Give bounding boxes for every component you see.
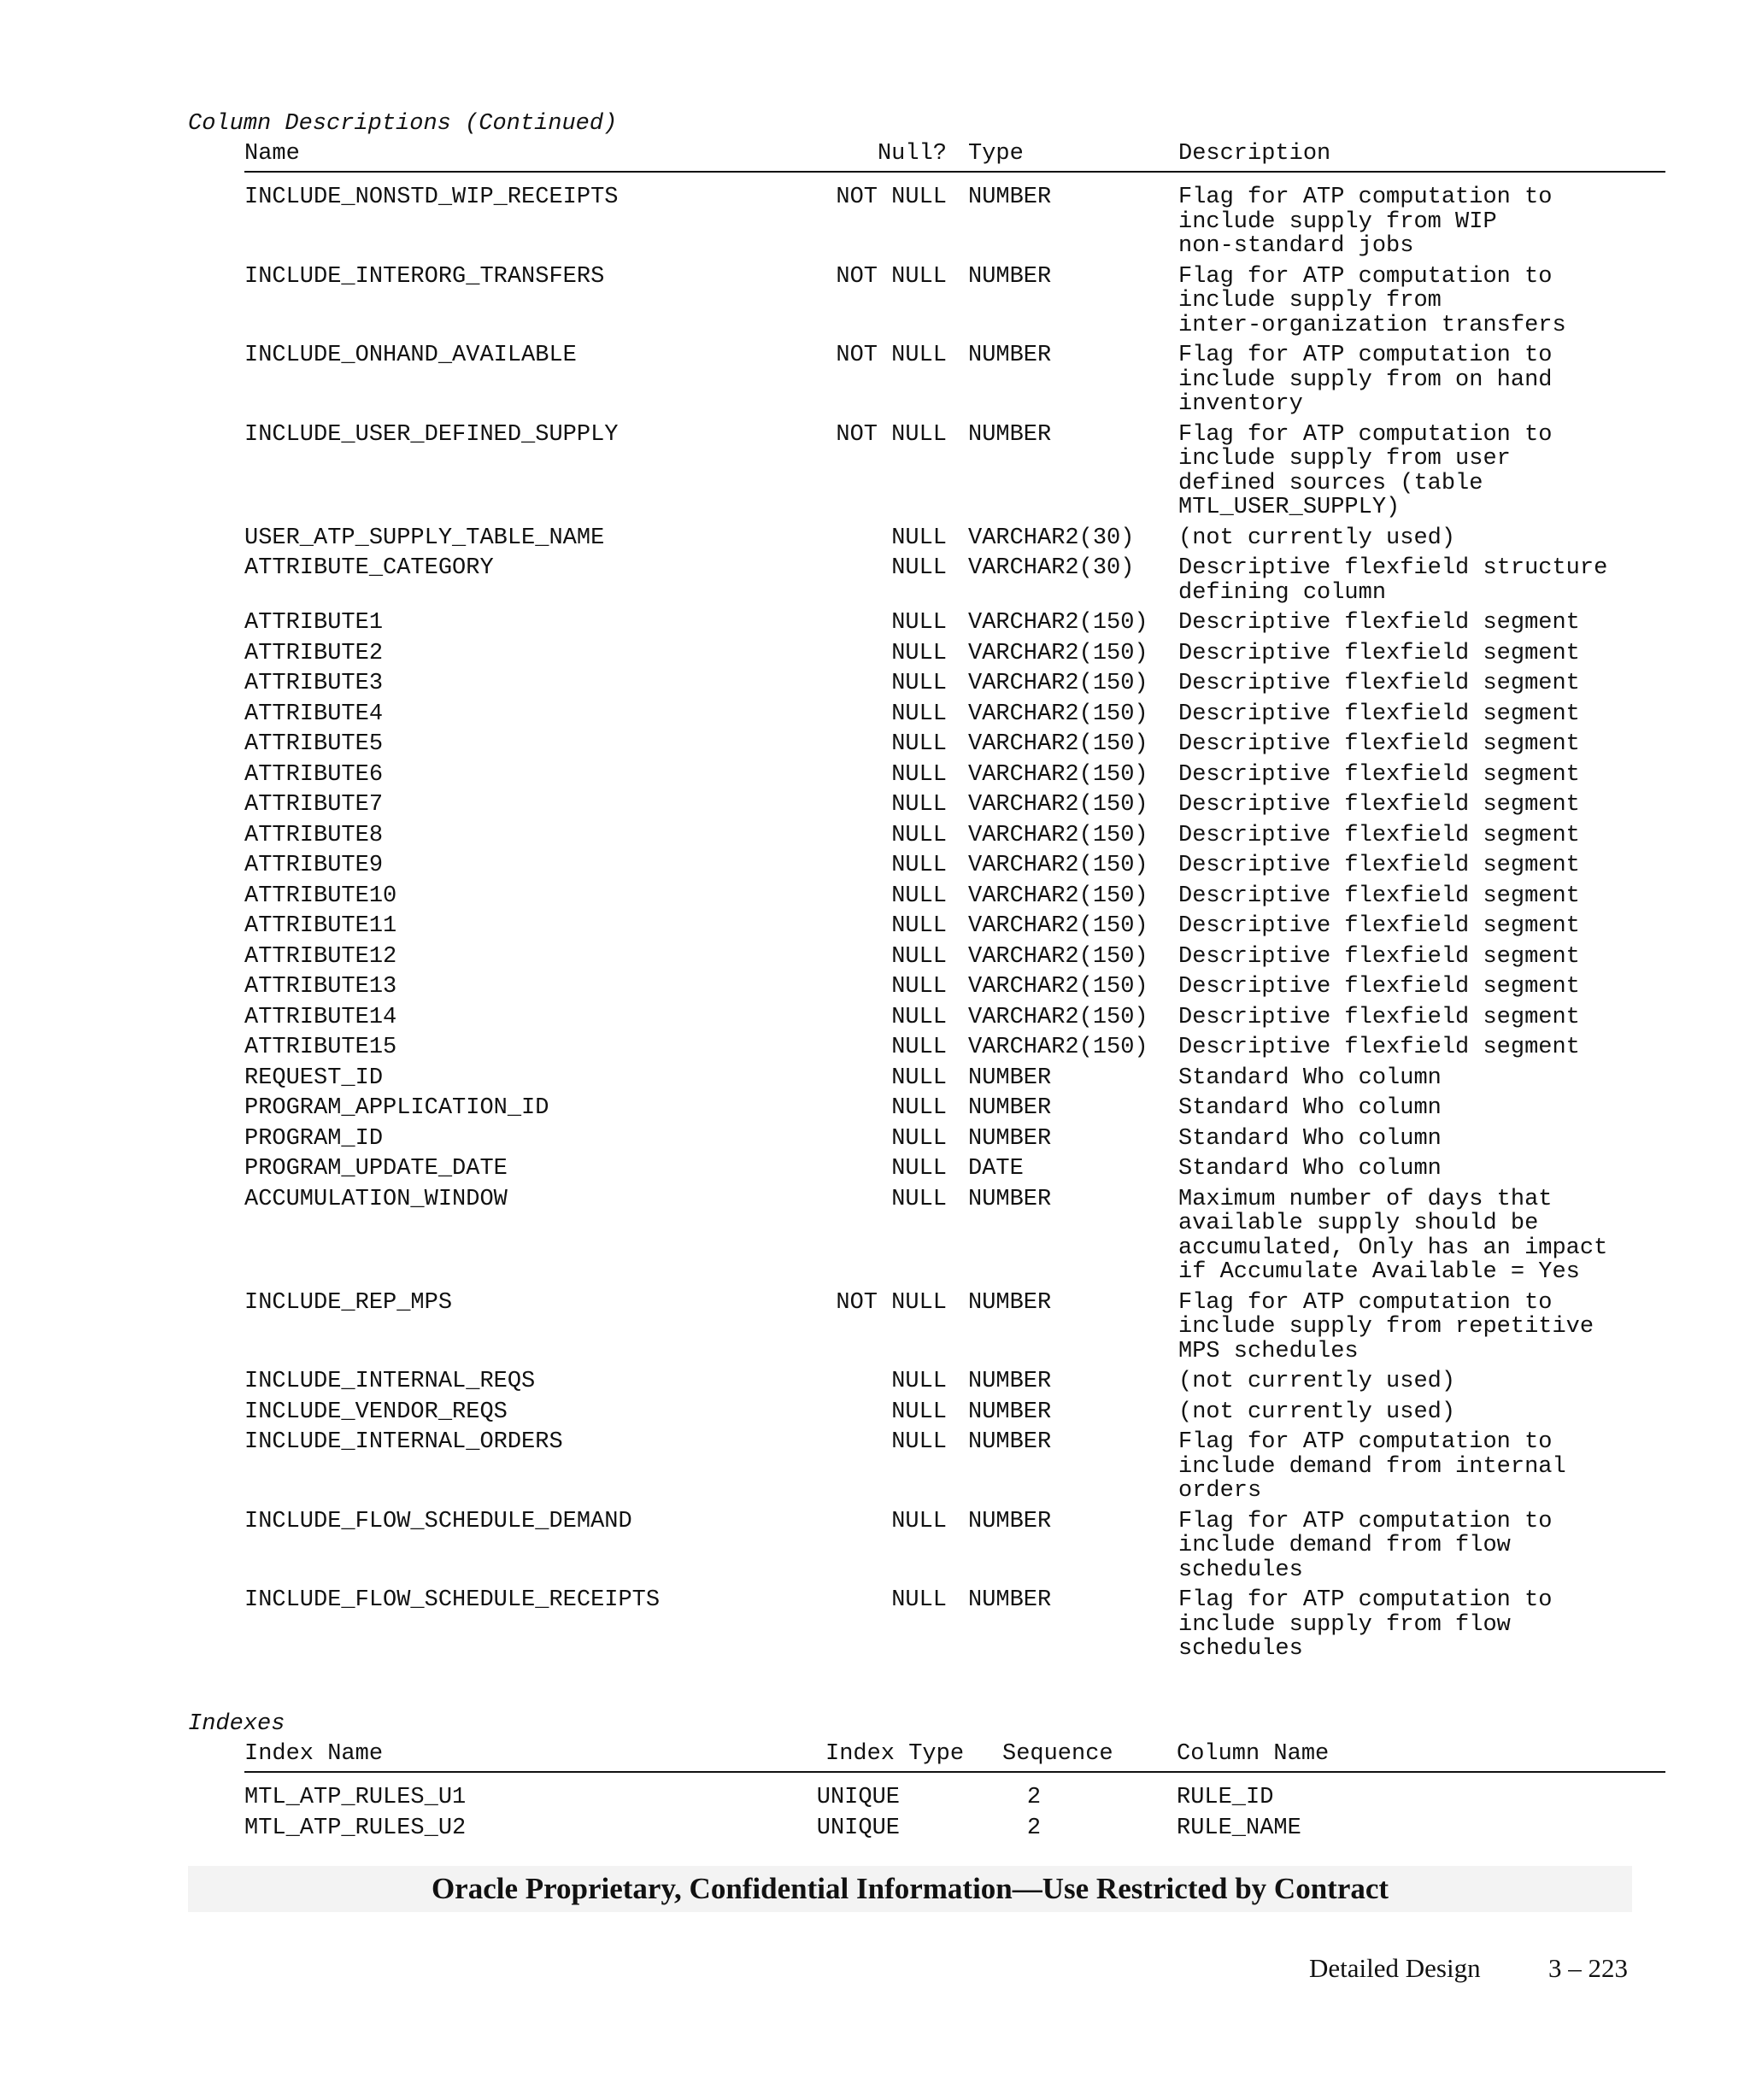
table-row <box>244 1127 1665 1152</box>
table-row <box>244 526 1665 551</box>
column-type: NUMBER <box>968 263 1052 290</box>
column-nullable: NULL <box>891 731 947 757</box>
column-description: Flag for ATP computation to include supply from WIP non-standard jobs <box>1178 185 1553 259</box>
column-type: NUMBER <box>968 1289 1052 1316</box>
column-description: Standard Who column <box>1178 1095 1442 1121</box>
table-row <box>244 1588 1665 1662</box>
column-description: Descriptive flexfield segment <box>1178 792 1580 818</box>
column-name: ATTRIBUTE15 <box>244 1035 397 1060</box>
column-type: NUMBER <box>968 1508 1052 1534</box>
column-description: Descriptive flexfield segment <box>1178 974 1580 1000</box>
column-name: INCLUDE_FLOW_SCHEDULE_RECEIPTS <box>244 1587 661 1613</box>
table-row <box>244 1400 1665 1425</box>
table-row <box>244 1096 1665 1121</box>
column-nullable: NULL <box>891 822 947 848</box>
column-name: ATTRIBUTE14 <box>244 1004 397 1030</box>
column-type: VARCHAR2(150) <box>968 792 1148 818</box>
column-nullable: NOT NULL <box>836 343 947 368</box>
column-type: NUMBER <box>968 1125 1052 1152</box>
column-name: INCLUDE_INTERNAL_REQS <box>244 1369 536 1394</box>
index-row <box>244 1786 1665 1810</box>
column-name: ATTRIBUTE5 <box>244 731 384 757</box>
table-row <box>244 945 1665 970</box>
column-nullable: NULL <box>891 1369 947 1394</box>
column-nullable: NULL <box>891 640 947 666</box>
column-name: ATTRIBUTE10 <box>244 883 397 909</box>
table-row <box>244 1006 1665 1030</box>
column-nullable: NULL <box>891 610 947 636</box>
column-description: Maximum number of days that available supply should be accumulated, Only has an impact if Accumulate Available = Yes <box>1178 1186 1608 1285</box>
column-name: ATTRIBUTE11 <box>244 913 397 939</box>
column-type: NUMBER <box>968 421 1052 448</box>
column-name: INCLUDE_INTERORG_TRANSFERS <box>244 263 605 290</box>
column-name: ATTRIBUTE13 <box>244 974 397 1000</box>
column-nullable: NOT NULL <box>836 1289 947 1316</box>
index-rows <box>244 1773 1665 1840</box>
table-row <box>244 1035 1665 1060</box>
column-description: Flag for ATP computation to include supply from on hand inventory <box>1178 343 1553 417</box>
column-nullable: NULL <box>891 913 947 939</box>
column-nullable: NULL <box>891 1399 947 1425</box>
column-nullable: NULL <box>891 525 947 551</box>
column-nullable: NULL <box>891 1186 947 1212</box>
column-type: VARCHAR2(150) <box>968 913 1148 939</box>
column-description: Descriptive flexfield segment <box>1178 913 1580 939</box>
column-description: Flag for ATP computation to include supply from user defined sources (table MTL_USER_SUPPLY) <box>1178 421 1553 520</box>
column-name: ATTRIBUTE4 <box>244 701 384 727</box>
column-description: Descriptive flexfield segment <box>1178 853 1580 878</box>
column-description: Flag for ATP computation to include demand from flow schedules <box>1178 1508 1553 1583</box>
confidentiality-banner <box>188 1866 1632 1912</box>
header-index-name: Index Name <box>244 1741 384 1767</box>
index-name: MTL_ATP_RULES_U2 <box>244 1815 467 1841</box>
index-column-name: RULE_NAME <box>1177 1815 1301 1841</box>
column-name: INCLUDE_FLOW_SCHEDULE_DEMAND <box>244 1508 632 1534</box>
column-nullable: NULL <box>891 974 947 1000</box>
table-row <box>244 1510 1665 1583</box>
column-type: VARCHAR2(150) <box>968 731 1148 757</box>
index-sequence: 2 <box>1026 1785 1042 1810</box>
column-description: Descriptive flexfield segment <box>1178 671 1580 696</box>
column-nullable: NULL <box>891 883 947 909</box>
column-name: INCLUDE_REP_MPS <box>244 1289 453 1316</box>
column-nullable: NULL <box>891 1125 947 1152</box>
column-description: Descriptive flexfield segment <box>1178 883 1580 909</box>
column-description: Flag for ATP computation to include supply from flow schedules <box>1178 1587 1553 1662</box>
table-row <box>244 793 1665 818</box>
column-nullable: NULL <box>891 1429 947 1455</box>
column-name: ATTRIBUTE3 <box>244 671 384 696</box>
column-type: NUMBER <box>968 1095 1052 1121</box>
column-name: ATTRIBUTE2 <box>244 640 384 666</box>
index-type: UNIQUE <box>816 1785 900 1810</box>
column-description: (not currently used) <box>1178 1369 1456 1394</box>
column-nullable: NOT NULL <box>836 185 947 210</box>
column-description: (not currently used) <box>1178 525 1456 551</box>
column-type: VARCHAR2(150) <box>968 610 1148 636</box>
column-description: Descriptive flexfield segment <box>1178 943 1580 970</box>
column-type: NUMBER <box>968 1429 1052 1455</box>
column-type: NUMBER <box>968 185 1052 210</box>
column-name: PROGRAM_ID <box>244 1125 384 1152</box>
column-nullable: NULL <box>891 701 947 727</box>
column-type: VARCHAR2(150) <box>968 883 1148 909</box>
column-description: Flag for ATP computation to include supply from repetitive MPS schedules <box>1178 1289 1594 1364</box>
column-name: INCLUDE_USER_DEFINED_SUPPLY <box>244 421 619 448</box>
indexes-caption: Indexes <box>188 1711 285 1737</box>
column-descriptions-table <box>244 142 1665 1662</box>
header-name: Name <box>244 141 300 167</box>
column-nullable: NULL <box>891 853 947 878</box>
table-row <box>244 1066 1665 1091</box>
column-type: NUMBER <box>968 1186 1052 1212</box>
column-description: Standard Who column <box>1178 1125 1442 1152</box>
column-type: VARCHAR2(150) <box>968 640 1148 666</box>
column-type: NUMBER <box>968 1369 1052 1394</box>
header-description: Description <box>1178 141 1331 167</box>
index-column-name: RULE_ID <box>1177 1785 1274 1810</box>
table-row <box>244 702 1665 727</box>
table-row <box>244 824 1665 848</box>
table-row <box>244 1157 1665 1182</box>
table-row <box>244 343 1665 417</box>
header-index-type: Index Type <box>825 1741 965 1767</box>
column-nullable: NULL <box>891 761 947 788</box>
column-nullable: NULL <box>891 1095 947 1121</box>
column-nullable: NULL <box>891 1508 947 1534</box>
table-row <box>244 975 1665 1000</box>
table-row <box>244 423 1665 520</box>
column-nullable: NULL <box>891 1587 947 1613</box>
column-nullable: NOT NULL <box>836 263 947 290</box>
column-name: ATTRIBUTE12 <box>244 943 397 970</box>
table-row <box>244 1430 1665 1504</box>
column-name: ATTRIBUTE7 <box>244 792 384 818</box>
column-type: NUMBER <box>968 343 1052 368</box>
table-row <box>244 556 1665 605</box>
column-name: PROGRAM_APPLICATION_ID <box>244 1095 549 1121</box>
index-table-header <box>244 1742 1665 1773</box>
table-row <box>244 853 1665 878</box>
table-row <box>244 1188 1665 1285</box>
table-row <box>244 672 1665 696</box>
footer-page-number: 3 – 223 <box>1548 1953 1628 1983</box>
column-rows <box>244 173 1665 1662</box>
column-type: VARCHAR2(150) <box>968 761 1148 788</box>
column-type: DATE <box>968 1156 1024 1182</box>
column-type: VARCHAR2(150) <box>968 671 1148 696</box>
column-type: NUMBER <box>968 1065 1052 1091</box>
column-name: USER_ATP_SUPPLY_TABLE_NAME <box>244 525 605 551</box>
column-description: Descriptive flexfield segment <box>1178 822 1580 848</box>
column-type: VARCHAR2(150) <box>968 853 1148 878</box>
table-row <box>244 914 1665 939</box>
column-name: INCLUDE_INTERNAL_ORDERS <box>244 1429 563 1455</box>
header-null: Null? <box>877 141 947 167</box>
column-name: ATTRIBUTE6 <box>244 761 384 788</box>
footer-section-title: Detailed Design <box>1309 1953 1481 1983</box>
header-column-name: Column Name <box>1177 1741 1330 1767</box>
column-description: Descriptive flexfield segment <box>1178 701 1580 727</box>
column-nullable: NULL <box>891 555 947 581</box>
indexes-table <box>244 1742 1665 1840</box>
column-description: Descriptive flexfield structure defining column <box>1178 555 1608 606</box>
column-description: Descriptive flexfield segment <box>1178 1035 1580 1060</box>
column-nullable: NULL <box>891 1156 947 1182</box>
column-description: Descriptive flexfield segment <box>1178 731 1580 757</box>
column-type: VARCHAR2(150) <box>968 822 1148 848</box>
column-description: Flag for ATP computation to include demand from internal orders <box>1178 1429 1566 1504</box>
column-name: PROGRAM_UPDATE_DATE <box>244 1156 508 1182</box>
column-description: Descriptive flexfield segment <box>1178 610 1580 636</box>
column-type: VARCHAR2(30) <box>968 555 1135 581</box>
table-row <box>244 265 1665 338</box>
header-type: Type <box>968 141 1024 167</box>
column-type: VARCHAR2(150) <box>968 974 1148 1000</box>
column-description: (not currently used) <box>1178 1399 1456 1425</box>
index-name: MTL_ATP_RULES_U1 <box>244 1785 467 1810</box>
index-sequence: 2 <box>1026 1815 1042 1841</box>
table-row <box>244 642 1665 666</box>
column-name: INCLUDE_ONHAND_AVAILABLE <box>244 343 577 368</box>
column-name: ATTRIBUTE8 <box>244 822 384 848</box>
column-type: VARCHAR2(150) <box>968 701 1148 727</box>
column-nullable: NULL <box>891 1035 947 1060</box>
column-table-header <box>244 142 1665 173</box>
column-type: VARCHAR2(150) <box>968 1035 1148 1060</box>
column-descriptions-caption: Column Descriptions (Continued) <box>188 111 618 137</box>
column-name: ATTRIBUTE9 <box>244 853 384 878</box>
index-type: UNIQUE <box>816 1815 900 1841</box>
column-nullable: NULL <box>891 943 947 970</box>
column-nullable: NULL <box>891 1065 947 1091</box>
confidentiality-text: Oracle Proprietary, Confidential Information––Use Restricted by Contract <box>431 1872 1389 1905</box>
column-description: Flag for ATP computation to include supply from inter-organization transfers <box>1178 263 1566 338</box>
column-type: NUMBER <box>968 1587 1052 1613</box>
table-row <box>244 763 1665 788</box>
column-name: INCLUDE_VENDOR_REQS <box>244 1399 508 1425</box>
table-row <box>244 1370 1665 1394</box>
table-row <box>244 611 1665 636</box>
column-nullable: NULL <box>891 792 947 818</box>
column-type: VARCHAR2(30) <box>968 525 1135 551</box>
column-type: VARCHAR2(150) <box>968 1004 1148 1030</box>
table-row <box>244 884 1665 909</box>
header-sequence: Sequence <box>1002 1741 1113 1767</box>
column-name: ATTRIBUTE1 <box>244 610 384 636</box>
table-row <box>244 185 1665 259</box>
index-row <box>244 1816 1665 1841</box>
column-type: NUMBER <box>968 1399 1052 1425</box>
column-type: VARCHAR2(150) <box>968 943 1148 970</box>
table-row <box>244 732 1665 757</box>
column-nullable: NULL <box>891 1004 947 1030</box>
column-nullable: NULL <box>891 671 947 696</box>
column-name: ATTRIBUTE_CATEGORY <box>244 555 494 581</box>
column-name: INCLUDE_NONSTD_WIP_RECEIPTS <box>244 185 619 210</box>
column-description: Descriptive flexfield segment <box>1178 640 1580 666</box>
column-description: Standard Who column <box>1178 1065 1442 1091</box>
column-description: Descriptive flexfield segment <box>1178 1004 1580 1030</box>
column-description: Descriptive flexfield segment <box>1178 761 1580 788</box>
column-description: Standard Who column <box>1178 1156 1442 1182</box>
column-nullable: NOT NULL <box>836 421 947 448</box>
column-name: REQUEST_ID <box>244 1065 384 1091</box>
table-row <box>244 1291 1665 1364</box>
column-name: ACCUMULATION_WINDOW <box>244 1186 508 1212</box>
